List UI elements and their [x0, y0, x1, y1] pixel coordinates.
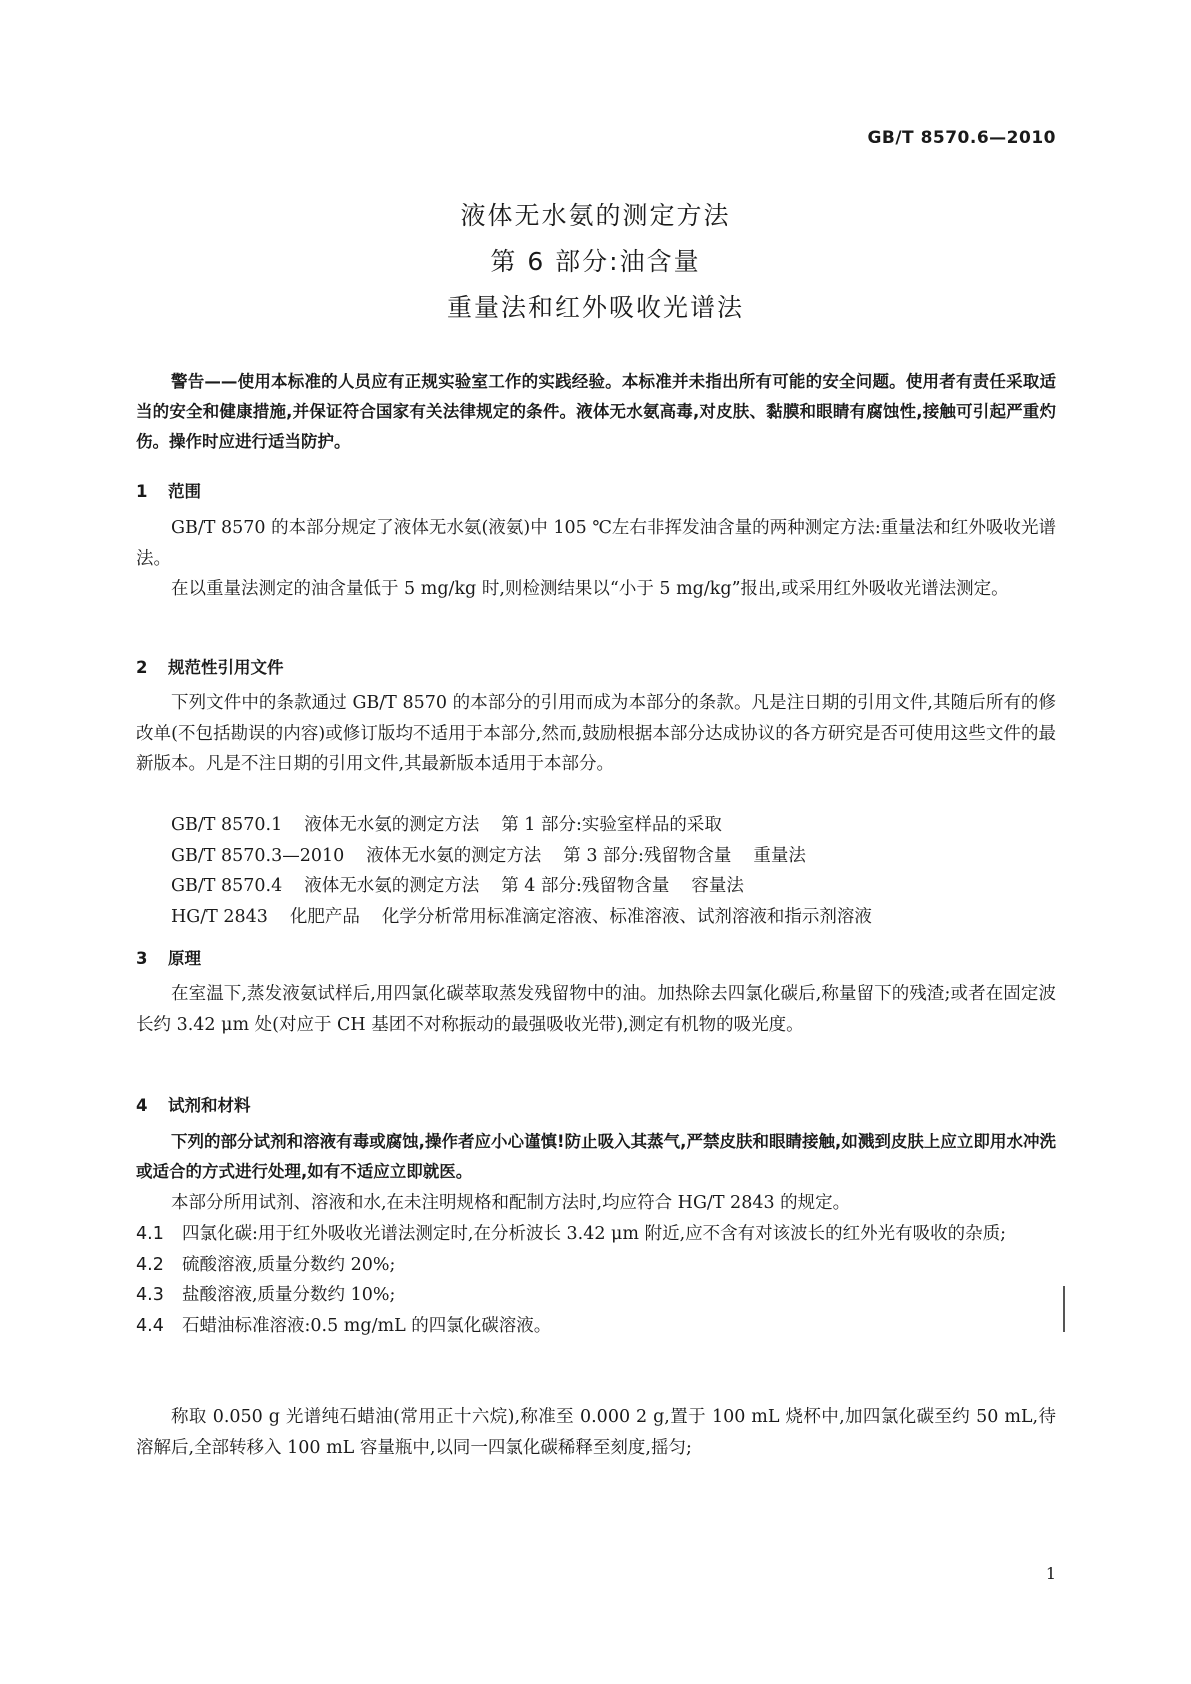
- change-bar: [1063, 1286, 1065, 1332]
- reagent-warning: [136, 1127, 1056, 1187]
- reference-title: 液体无水氨的测定方法: [366, 845, 542, 866]
- paragraph: 本部分所用试剂、溶液和水,在未注明规格和配制方法时,均应符合 HG/T 2843 的规定。: [171, 1193, 851, 1213]
- paragraph: 称取 0.050 g 光谱纯石蜡油(常用正十六烷),称准至 0.000 2 g,置于 100 mL 烧杯中,加四氯化碳至约 50 mL,待溶解后,全部转移入 100 mL 容量瓶中,以同一四氯化碳稀释至刻度,摇匀;: [136, 1407, 1056, 1458]
- standard-number: GB/T 8570.6—2010: [867, 128, 1056, 148]
- section-number: 4: [136, 1096, 148, 1115]
- item-text: 盐酸溶液,质量分数约 10%;: [182, 1285, 396, 1305]
- section-1-heading: [136, 478, 201, 502]
- section-2-heading: [136, 654, 284, 678]
- item-text: 四氯化碳:用于红外吸收光谱法测定时,在分析波长 3.42 μm 附近,应不含有对该波长的红外光有吸收的杂质;: [182, 1224, 1007, 1244]
- reference-part: 第 4 部分:残留物含量: [501, 876, 670, 896]
- reference-part: 第 1 部分:实验室样品的采取: [501, 815, 722, 835]
- reagent-item: [136, 1219, 1056, 1250]
- section-2-body: [136, 688, 1056, 780]
- reagent-list: [136, 1219, 1056, 1341]
- document-title-line-1: 液体无水氨的测定方法: [460, 201, 731, 230]
- reference-item: [136, 810, 1056, 841]
- reagent-item: [136, 1311, 1056, 1342]
- reference-title: 化肥产品: [289, 906, 360, 927]
- reference-method: 重量法: [753, 845, 806, 866]
- item-number: 4.4: [136, 1315, 164, 1336]
- reference-item: [136, 902, 1056, 933]
- section-number: 2: [136, 658, 148, 677]
- paragraph: 下列文件中的条款通过 GB/T 8570 的本部分的引用而成为本部分的条款。凡是注日期的引用文件,其随后所有的修改单(不包括勘误的内容)或修订版均不适用于本部分,然而,鼓励根据本部分达成协议的各方研究是否可使用这些文件的最新版本。凡是不注日期的引用文件,其最新版本适用于本部分。: [136, 693, 1056, 774]
- reference-title: 液体无水氨的测定方法: [304, 876, 480, 896]
- section-4-procedure: [136, 1402, 1056, 1463]
- section-number: 3: [136, 949, 148, 968]
- section-title: 试剂和材料: [168, 1096, 251, 1115]
- item-text: 石蜡油标准溶液:0.5 mg/mL 的四氯化碳溶液。: [182, 1315, 552, 1336]
- normative-references-list: [136, 810, 1056, 932]
- safety-warning-text: 警告——使用本标准的人员应有正规实验室工作的实践经验。本标准并未指出所有可能的安全问题。使用者有责任采取适当的安全和健康措施,并保证符合国家有关法律规定的条件。液体无水氨高毒,对皮肤、黏膜和眼睛有腐蚀性,接触可引起严重灼伤。操作时应进行适当防护。: [136, 372, 1056, 451]
- item-number: 4.3: [136, 1285, 164, 1305]
- document-title-line-2: 第 6 部分:油含量: [490, 247, 701, 276]
- paragraph: GB/T 8570 的本部分规定了液体无水氨(液氨)中 105 ℃左右非挥发油含量的两种测定方法:重量法和红外吸收光谱法。: [136, 518, 1056, 569]
- reagent-item: [136, 1250, 1056, 1281]
- section-1-body: [136, 513, 1056, 605]
- reagent-warning-text: 下列的部分试剂和溶液有毒或腐蚀,操作者应小心谨慎!防止吸入其蒸气,严禁皮肤和眼睛接触,如溅到皮肤上应立即用水冲洗或适合的方式进行处理,如有不适应立即就医。: [136, 1132, 1056, 1181]
- reference-code: HG/T 2843: [171, 906, 268, 927]
- section-title: 范围: [168, 482, 201, 501]
- item-number: 4.2: [136, 1254, 164, 1275]
- safety-warning: [136, 367, 1056, 457]
- reference-part: 化学分析常用标准滴定溶液、标准溶液、试剂溶液和指示剂溶液: [381, 906, 872, 927]
- section-3-heading: [136, 945, 201, 969]
- item-number: 4.1: [136, 1224, 164, 1244]
- section-title: 原理: [168, 949, 201, 968]
- reference-part: 第 3 部分:残留物含量: [563, 845, 732, 866]
- reference-method: 容量法: [691, 876, 744, 896]
- reference-code: GB/T 8570.1: [171, 815, 283, 835]
- paragraph: 在室温下,蒸发液氨试样后,用四氯化碳萃取蒸发残留物中的油。加热除去四氯化碳后,称量留下的残渣;或者在固定波长约 3.42 μm 处(对应于 CH 基团不对称振动的最强吸收光带),测定有机物的吸光度。: [136, 984, 1056, 1035]
- section-4-intro: [136, 1188, 1056, 1219]
- section-number: 1: [136, 482, 148, 501]
- item-text: 硫酸溶液,质量分数约 20%;: [182, 1254, 396, 1275]
- reference-title: 液体无水氨的测定方法: [304, 815, 480, 835]
- reference-code: GB/T 8570.3—2010: [171, 845, 345, 866]
- reference-item: [136, 871, 1056, 902]
- paragraph: 在以重量法测定的油含量低于 5 mg/kg 时,则检测结果以“小于 5 mg/kg”报出,或采用红外吸收光谱法测定。: [171, 579, 1009, 599]
- reference-item: [136, 841, 1056, 872]
- reference-code: GB/T 8570.4: [171, 876, 283, 896]
- page-number: 1: [1045, 1564, 1056, 1583]
- reagent-item: [136, 1280, 1056, 1311]
- section-title: 规范性引用文件: [168, 658, 284, 677]
- section-3-body: [136, 979, 1056, 1040]
- section-4-heading: [136, 1092, 251, 1116]
- document-title-line-3: 重量法和红外吸收光谱法: [446, 293, 744, 322]
